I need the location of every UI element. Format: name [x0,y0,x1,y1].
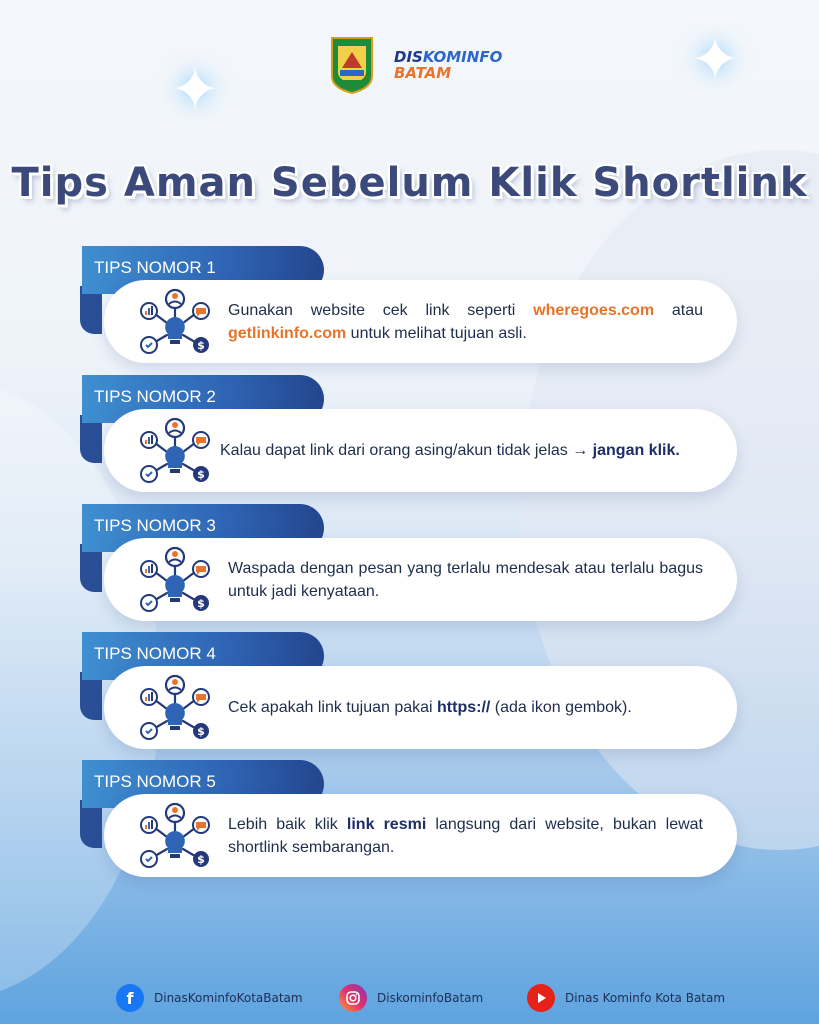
tip-highlight: https:// [437,699,491,716]
facebook-handle: DinasKominfoKotaBatam [154,991,303,1005]
brand-batam: BATAM [394,64,452,82]
svg-text:$: $ [197,724,205,738]
tip-text [220,813,737,859]
tip-text-part: (ada ikon gembok). [490,699,632,716]
youtube-link[interactable] [527,984,725,1012]
tip-item [80,375,740,495]
brand-name [394,49,502,81]
social-footer [0,984,819,1016]
header-logo [330,36,502,94]
tip-text [220,557,737,603]
tip-text-part: langsung dari website, bukan lewat shortlink sembarangan. [228,815,704,856]
tip-number-tab: TIPS NOMOR 1 [82,246,324,294]
batam-crest-icon [330,36,374,94]
crest-banner [340,80,364,86]
tip-text-part: Gunakan website cek link seperti [228,301,534,319]
svg-text:$: $ [197,852,205,866]
instagram-handle: DiskominfoBatam [377,991,484,1005]
lightbulb-network-icon [130,673,220,743]
tip-text-part: untuk melihat tujuan asli. [346,324,527,342]
youtube-channel: Dinas Kominfo Kota Batam [565,991,726,1005]
tip-number-tab: TIPS NOMOR 2 [82,375,324,423]
tip-text [220,439,737,462]
sparkle-icon: ✦ [690,25,741,95]
tip-text-part: Waspada dengan pesan yang terlalu mendesak atau terlalu bagus untuk jadi kenyataan. [228,559,703,600]
tip-item [80,760,740,880]
tip-card [104,280,737,363]
tip-card [104,666,737,749]
svg-text:$: $ [197,338,205,352]
tip-highlight: getlinkinfo.com [228,324,347,342]
tip-highlight: link resmi [346,815,427,833]
tip-number-tab: TIPS NOMOR 4 [82,632,324,680]
instagram-link[interactable] [339,984,483,1012]
tip-number-tab: TIPS NOMOR 5 [82,760,324,808]
facebook-link[interactable] [116,984,303,1012]
tip-text-part: atau [654,301,704,319]
instagram-icon [339,984,367,1012]
brand-dis: DIS [394,48,423,66]
lightbulb-network-icon [130,287,220,357]
sparkle-icon: ✦ [170,55,221,125]
tip-text [220,696,737,719]
tip-text-part: Lebih baik klik [228,815,347,833]
youtube-icon [527,984,555,1012]
tip-item [80,246,740,366]
lightbulb-network-icon [130,416,220,486]
tip-highlight: wheregoes.com [533,301,655,319]
tip-text [220,299,737,345]
svg-text:$: $ [197,596,205,610]
tip-item [80,504,740,624]
facebook-icon: f [116,984,144,1012]
brand-kominfo: KOMINFO [422,48,503,66]
tip-text-part: Kalau dapat link dari orang asing/akun tidak jelas → [220,442,593,459]
tip-card [104,538,737,621]
svg-text:$: $ [197,467,205,481]
tip-card [104,409,737,492]
tip-text-part: Cek apakah link tujuan pakai [228,699,438,716]
tip-card [104,794,737,877]
lightbulb-network-icon [130,545,220,615]
lightbulb-network-icon [130,801,220,871]
page-title: Tips Aman Sebelum Klik Shortlink [11,160,808,206]
tip-number-tab: TIPS NOMOR 3 [82,504,324,552]
tip-item [80,632,740,752]
tip-highlight: jangan klik. [592,442,680,459]
